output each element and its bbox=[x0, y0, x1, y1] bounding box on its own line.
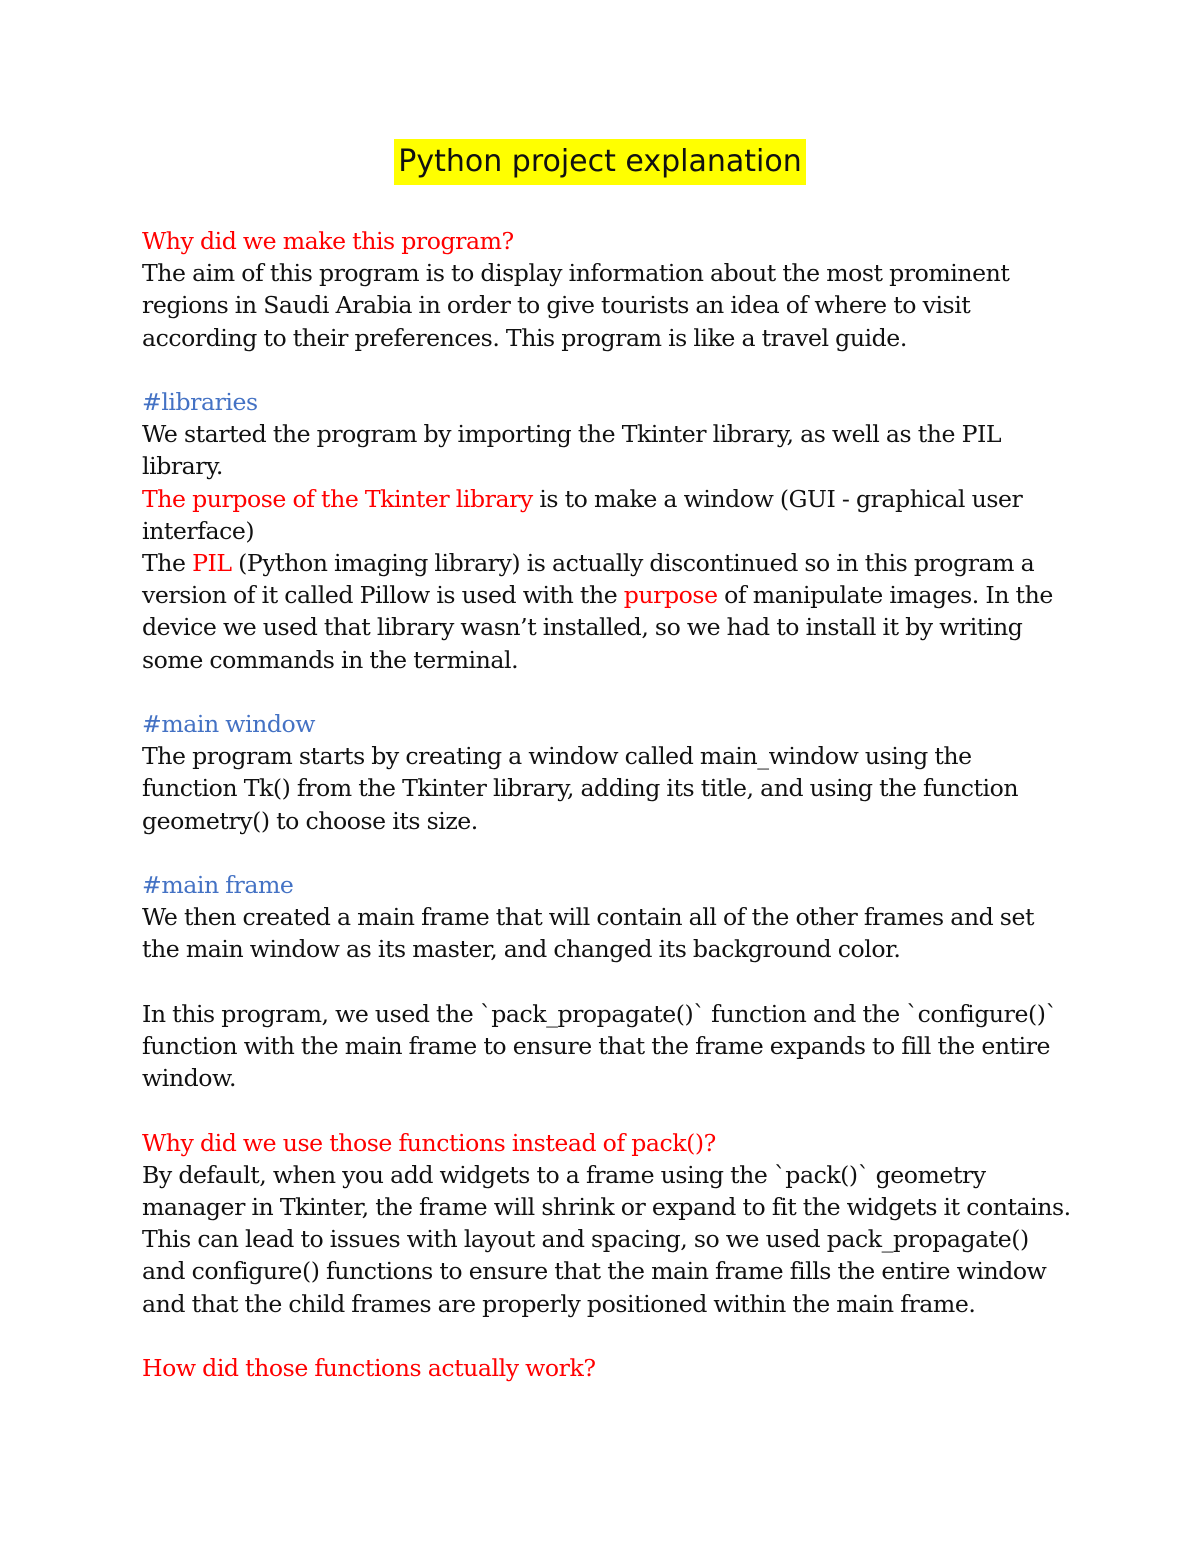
section-heading-main-frame: #main frame bbox=[142, 871, 294, 900]
pil-text-c: (Python imaging library) is actually discontinued so in this program a version of it called Pillow is used with the bbox=[142, 549, 1035, 610]
paragraph-main-frame: We then created a main frame that will contain all of the other frames and set the main window as its master, and changed its background color. bbox=[142, 903, 1035, 964]
question-why-functions: Why did we use those functions instead of pack()? bbox=[142, 1128, 716, 1157]
paragraph-aim: The aim of this program is to display information about the most prominent regions in Saudi Arabia in order to give tourists an idea of where to visit according to their preferences. This program is like a travel guide. bbox=[142, 259, 1010, 352]
paragraph-main-window: The program starts by creating a window called main_window using the function Tk() from the Tkinter library, adding its title, and using the function geometry() to choose its size. bbox=[142, 742, 1019, 835]
page-title: Python project explanation bbox=[394, 139, 806, 185]
paragraph-libraries: We started the program by importing the Tkinter library, as well as the PIL library. bbox=[142, 420, 1002, 481]
pil-text-e: of manipulate images. In the device we used that library wasn’t installed, so we had to install it by writing some commands in the terminal. bbox=[142, 581, 1053, 674]
paragraph-tkinter bbox=[142, 483, 1072, 547]
question-why-make-program: Why did we make this program? bbox=[142, 227, 514, 255]
pil-highlight: PIL bbox=[192, 549, 232, 578]
spacer bbox=[142, 1094, 1072, 1126]
spacer bbox=[142, 1320, 1072, 1352]
section-heading-main-window: #main window bbox=[142, 710, 315, 739]
section-heading-libraries: #libraries bbox=[142, 388, 258, 416]
paragraph-pack-propagate: In this program, we used the `pack_propagate()` function and the `configure()` function with the main frame to ensure that the frame expands to fill the entire window. bbox=[142, 999, 1057, 1093]
paragraph-default-behavior: By default, when you add widgets to a frame using the `pack()` geometry manager in Tkinter, the frame will shrink or expand to fit the widgets it contains. This can lead to issues with layout and spacing, so we used pack_propagate() and configure() functions to ensure that the main frame fills the entire window and that the child frames are properly positioned within the main frame. bbox=[142, 1160, 1071, 1318]
spacer bbox=[142, 837, 1072, 869]
pil-text-a: The bbox=[142, 549, 193, 578]
spacer bbox=[142, 676, 1072, 708]
paragraph-pil bbox=[142, 547, 1072, 676]
spacer bbox=[142, 966, 1072, 998]
question-how-functions-work: How did those functions actually work? bbox=[142, 1354, 596, 1383]
spacer bbox=[142, 354, 1072, 386]
tkinter-purpose-text: is to make a window (GUI - graphical user interface) bbox=[142, 484, 1023, 545]
title-container bbox=[0, 139, 1200, 185]
purpose-highlight: purpose bbox=[623, 581, 718, 610]
document-body bbox=[142, 225, 1072, 1384]
tkinter-purpose-highlight: The purpose of the Tkinter library bbox=[142, 484, 533, 513]
